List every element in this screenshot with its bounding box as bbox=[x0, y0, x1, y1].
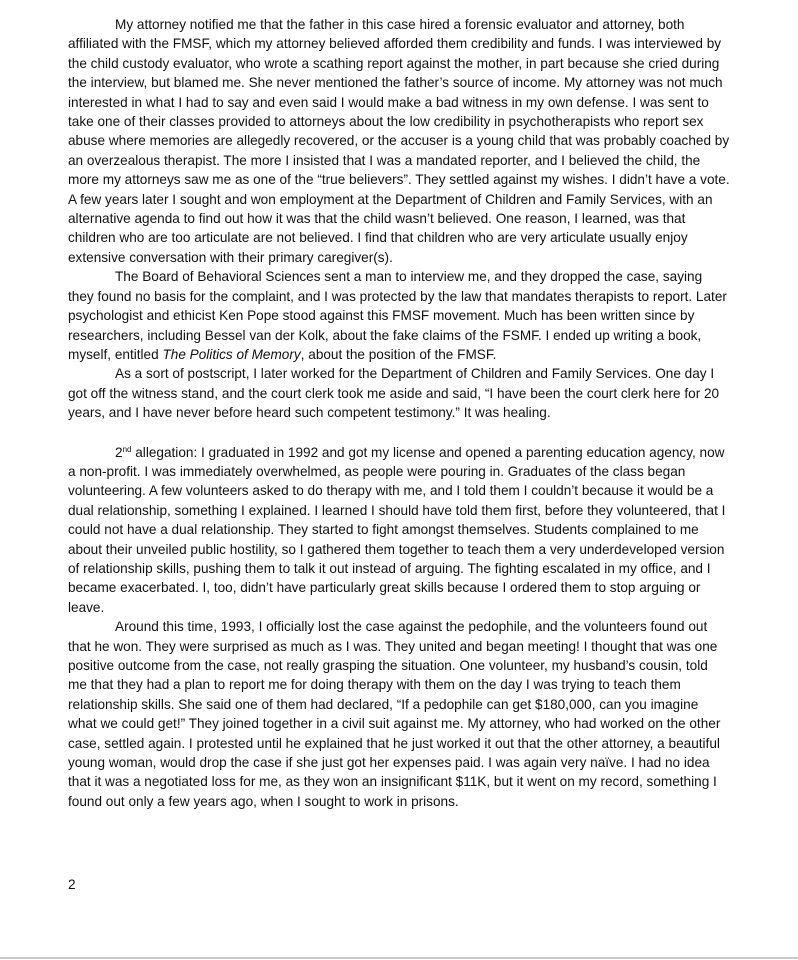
paragraph-board-behavioral-sciences bbox=[68, 267, 730, 364]
document-body bbox=[68, 15, 730, 811]
ordinal-suffix: nd bbox=[122, 444, 132, 454]
page-bottom-divider bbox=[0, 957, 798, 959]
paragraph-text-before-title: The Board of Behavioral Sciences sent a man to interview me, and they dropped the case, saying they found no basis for the complaint, and I was protected by the law that mandates therapists to report. Later psychologist and ethicist Ken Pope stood against this FMSF movement. Much has been written since by researchers, including Bessel van der Kolk, about the fake claims of the FSMF. I ended up writing a book, myself, entitled bbox=[68, 269, 727, 362]
allegation-text: allegation: I graduated in 1992 and got my license and opened a parenting education agency, now a non-profit. I was immediately overwhelmed, as people were pouring in. Graduates of the class began volunteering. A few volunteers asked to do therapy with me, and I told them I couldn’t because it would be a dual relationship, something I explained. I learned I should have told them first, before they volunteered, that I could not have a dual relationship. They started to fight amongst themselves. Students complained to me about their unveiled public hostility, so I gathered them together to teach them a very underdeveloped version of relationship skills, pushing them to talk it out instead of arguing. The fighting escalated in my office, and I became exacerbated. I, too, didn’t have particularly great skills because I ordered them to stop arguing or leave. bbox=[68, 444, 726, 615]
paragraph-attorney-fmsf: My attorney notified me that the father in this case hired a forensic evaluator and attorney, both affiliated with the FMSF, which my attorney believed afforded them credibility and funds. I was interviewed by the child custody evaluator, who wrote a scathing report against the mother, in part because she cried during the interview, but blamed me. She never mentioned the father’s source of income. My attorney was not much interested in what I had to say and even said I would make a bad witness in my own defense. I was sent to take one of their classes provided to attorneys about the low credibility in psychotherapists who report sex abuse where memories are allegedly recovered, or the accuser is a young child that was probably coached by an overzealous therapist. The more I insisted that I was a mandated reporter, and I believed the child, the more my attorneys saw me as one of the “true believers”. They settled against my wishes. I didn’t have a vote. A few years later I sought and won employment at the Department of Children and Family Services, with an alternative agenda to find out how it was that the child wasn’t believed. One reason, I learned, was that children who are too articulate are not believed. I find that children who are very articulate usually enjoy extensive conversation with their primary caregiver(s). bbox=[68, 17, 730, 265]
paragraph-postscript: As a sort of postscript, I later worked for the Department of Children and Family Services. One day I got off the witness stand, and the court clerk took me aside and said, “I have been the court clerk here for 20 years, and I have never before heard such competent testimony.” It was healing. bbox=[68, 366, 720, 421]
page-number: 2 bbox=[68, 877, 76, 892]
paragraph-second-allegation bbox=[68, 443, 730, 618]
allegation-number: 2 bbox=[115, 444, 123, 460]
book-title: The Politics of Memory bbox=[162, 346, 301, 362]
paragraph-lost-case: Around this time, 1993, I officially lost the case against the pedophile, and the volunteers found out that he won. They were surprised as much as I was. They united and began meeting! I thought that was one positive outcome from the case, not really grasping the situation. One volunteer, my husband’s cousin, told me that they had a plan to report me for doing therapy with them on the day I was trying to teach them relationship skills. She said one of them had declared, “If a pedophile can get $180,000, can you imagine what we could get!” They joined together in a civil suit against me. My attorney, who had worked on the other case, settled again. I protested until he explained that he just worked it out that the other attorney, a beautiful young woman, would drop the case if she just got her expenses paid. I was again very naïve. I had no idea that it was a negotiated loss for me, as they won an insignificant $11K, but it went on my record, something I found out only a few years ago, when I sought to work in prisons. bbox=[68, 619, 721, 809]
paragraph-text-after-title: , about the position of the FMSF. bbox=[300, 346, 497, 362]
paragraph-spacer bbox=[68, 423, 730, 443]
